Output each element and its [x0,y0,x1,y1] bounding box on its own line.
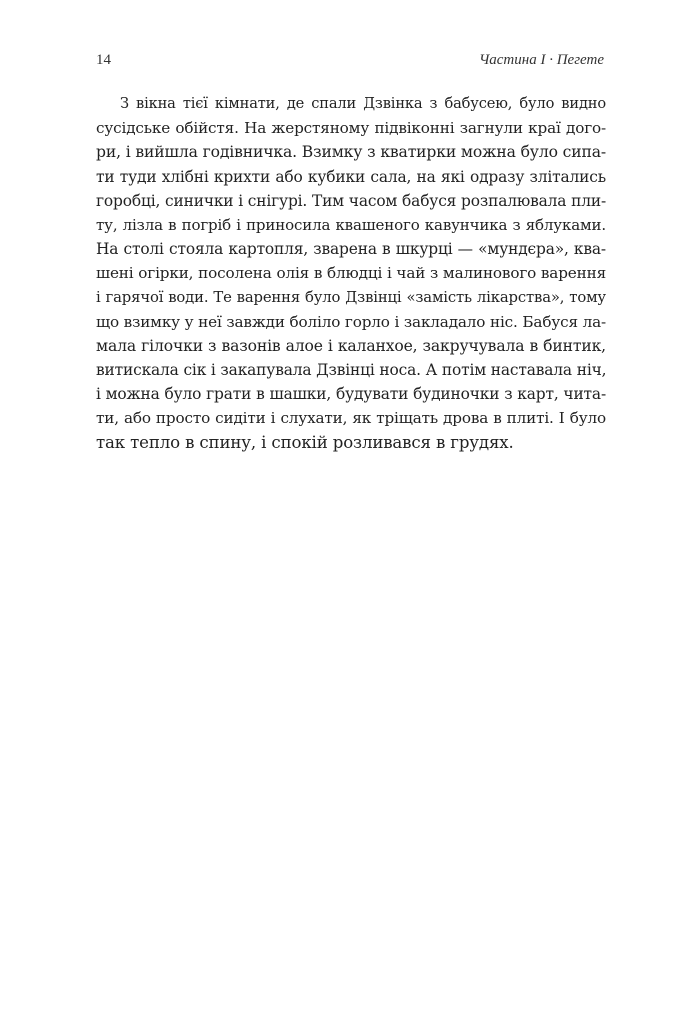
text-line: і можна було грати в шашки, будувати будиночки з карт, чита- [96,385,606,404]
text-line: так тепло в спину, і спокій розливався в грудях. [96,432,514,452]
text-line: На столі стояла картопля, зварена в шкурці — «мундєра», ква- [96,240,606,259]
text-line: ти туди хлібні крихти або кубики сала, на які одразу злітались [96,167,606,186]
text-line: сусідське обійстя. На жерстяному підвіконні загнули краї дого- [96,119,606,138]
text-line: ту, лізла в погріб і приносила квашеного кавунчика з яблуками. [96,215,606,234]
text-line: витискала сік і закапувала Дзвінці носа. А потім наставала ніч, [96,361,607,380]
text-line: З вікна тієї кімнати, де спали Дзвінка з бабусею, було видно [120,95,606,112]
text-line: ти, або просто сидіти і слухати, як тріщать дрова в плиті. І було [96,409,606,428]
text-line: шені огірки, посолена олія в блюдці і чай з малинового варення [96,264,606,283]
section-title: Частина І · Пегете [478,52,604,68]
text-line: що взимку у неї завжди боліло горло і закладало ніс. Бабуся ла- [96,312,606,331]
text-line: ри, і вийшла годівничка. Взимку з кватирки можна було сипа- [96,143,606,162]
body-paragraph [96,92,606,455]
page-number: 14 [96,52,111,68]
text-line: і гарячої води. Те варення було Дзвінці «замість лікарства», тому [96,288,606,306]
text-line: горобці, синички і снігурі. Тим часом бабуся розпалювала пли- [96,191,606,210]
text-line: мала гілочки з вазонів алое і каланхое, закручувала в бинтик, [96,336,606,355]
running-head [96,52,604,74]
